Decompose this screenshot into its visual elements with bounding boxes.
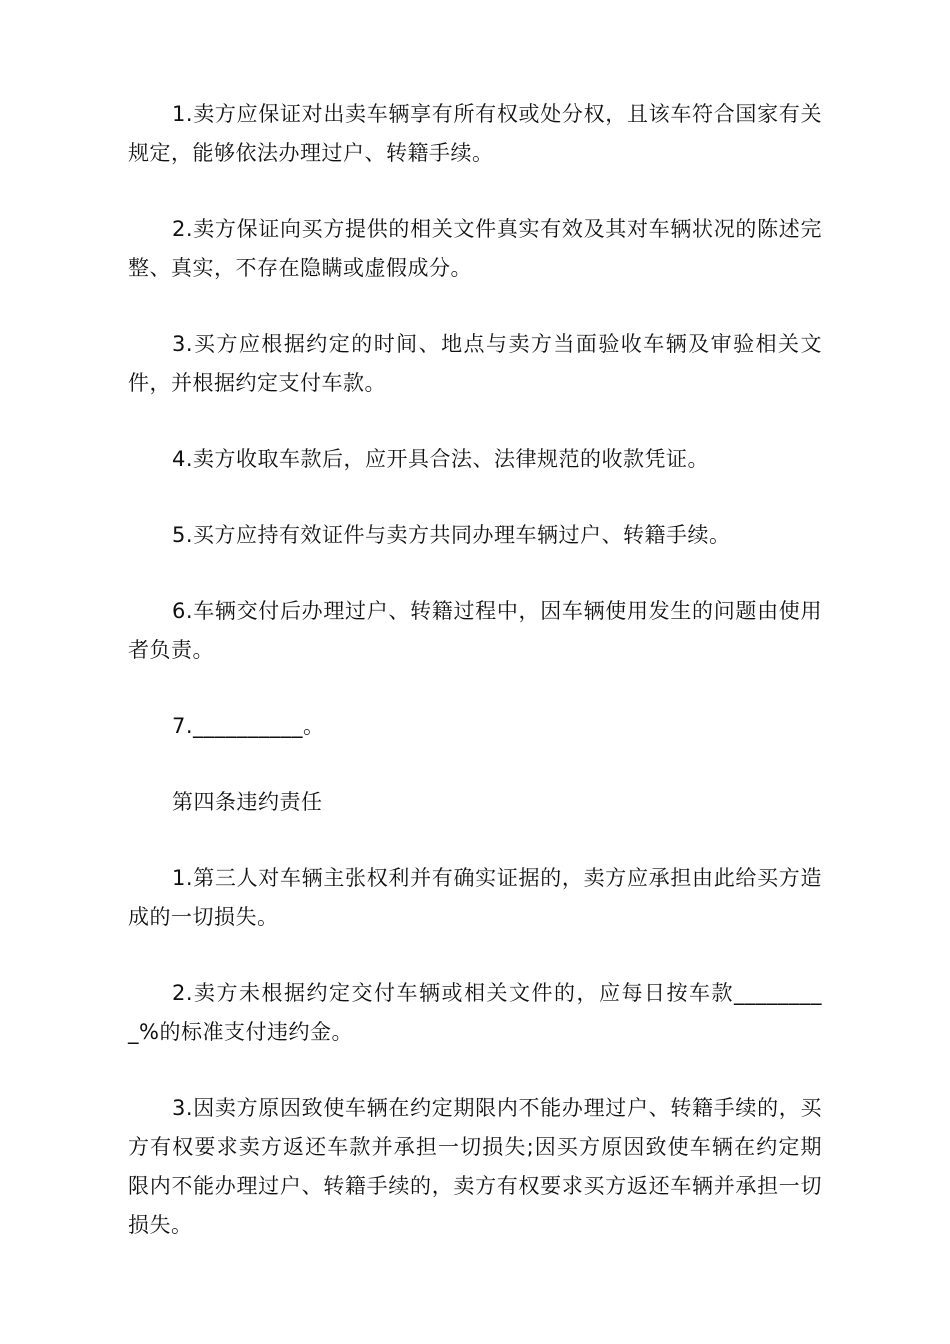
clause-paragraph-4: 4.卖方收取车款后，应开具合法、法律规范的收款凭证。 xyxy=(172,447,710,471)
breach-paragraph-3: 3.因卖方原因致使车辆在约定期限内不能办理过户、转籍手续的，买方有权要求卖方返还车款并承担一切损失;因买方原因致使车辆在约定期限内不能办理过户、转籍手续的，卖方有权要求买方返还车辆并承担一切损失。 xyxy=(128,1096,822,1237)
clause-paragraph-6: 6.车辆交付后办理过户、转籍过程中，因车辆使用发生的问题由使用者负责。 xyxy=(128,599,822,662)
breach-paragraph-1: 1.第三人对车辆主张权利并有确实证据的，卖方应承担由此给买方造成的一切损失。 xyxy=(128,866,822,929)
clause-paragraph-1: 1.卖方应保证对出卖车辆享有所有权或处分权，且该车符合国家有关规定，能够依法办理过户、转籍手续。 xyxy=(128,102,822,165)
clause-paragraph-2: 2.卖方保证向买方提供的相关文件真实有效及其对车辆状况的陈述完整、真实，不存在隐瞒或虚假成分。 xyxy=(128,217,822,280)
document-body xyxy=(128,95,822,1282)
clause-paragraph-5: 5.买方应持有效证件与卖方共同办理车辆过户、转籍手续。 xyxy=(172,523,731,547)
clause-paragraph-7: 7.__________。 xyxy=(172,714,325,738)
clause-paragraph-3: 3.买方应根据约定的时间、地点与卖方当面验收车辆及审验相关文件，并根据约定支付车款。 xyxy=(128,332,822,395)
section-heading-breach-liability: 第四条违约责任 xyxy=(172,790,323,814)
breach-paragraph-2: 2.卖方未根据约定交付车辆或相关文件的，应每日按车款_________%的标准支付违约金。 xyxy=(128,981,822,1044)
